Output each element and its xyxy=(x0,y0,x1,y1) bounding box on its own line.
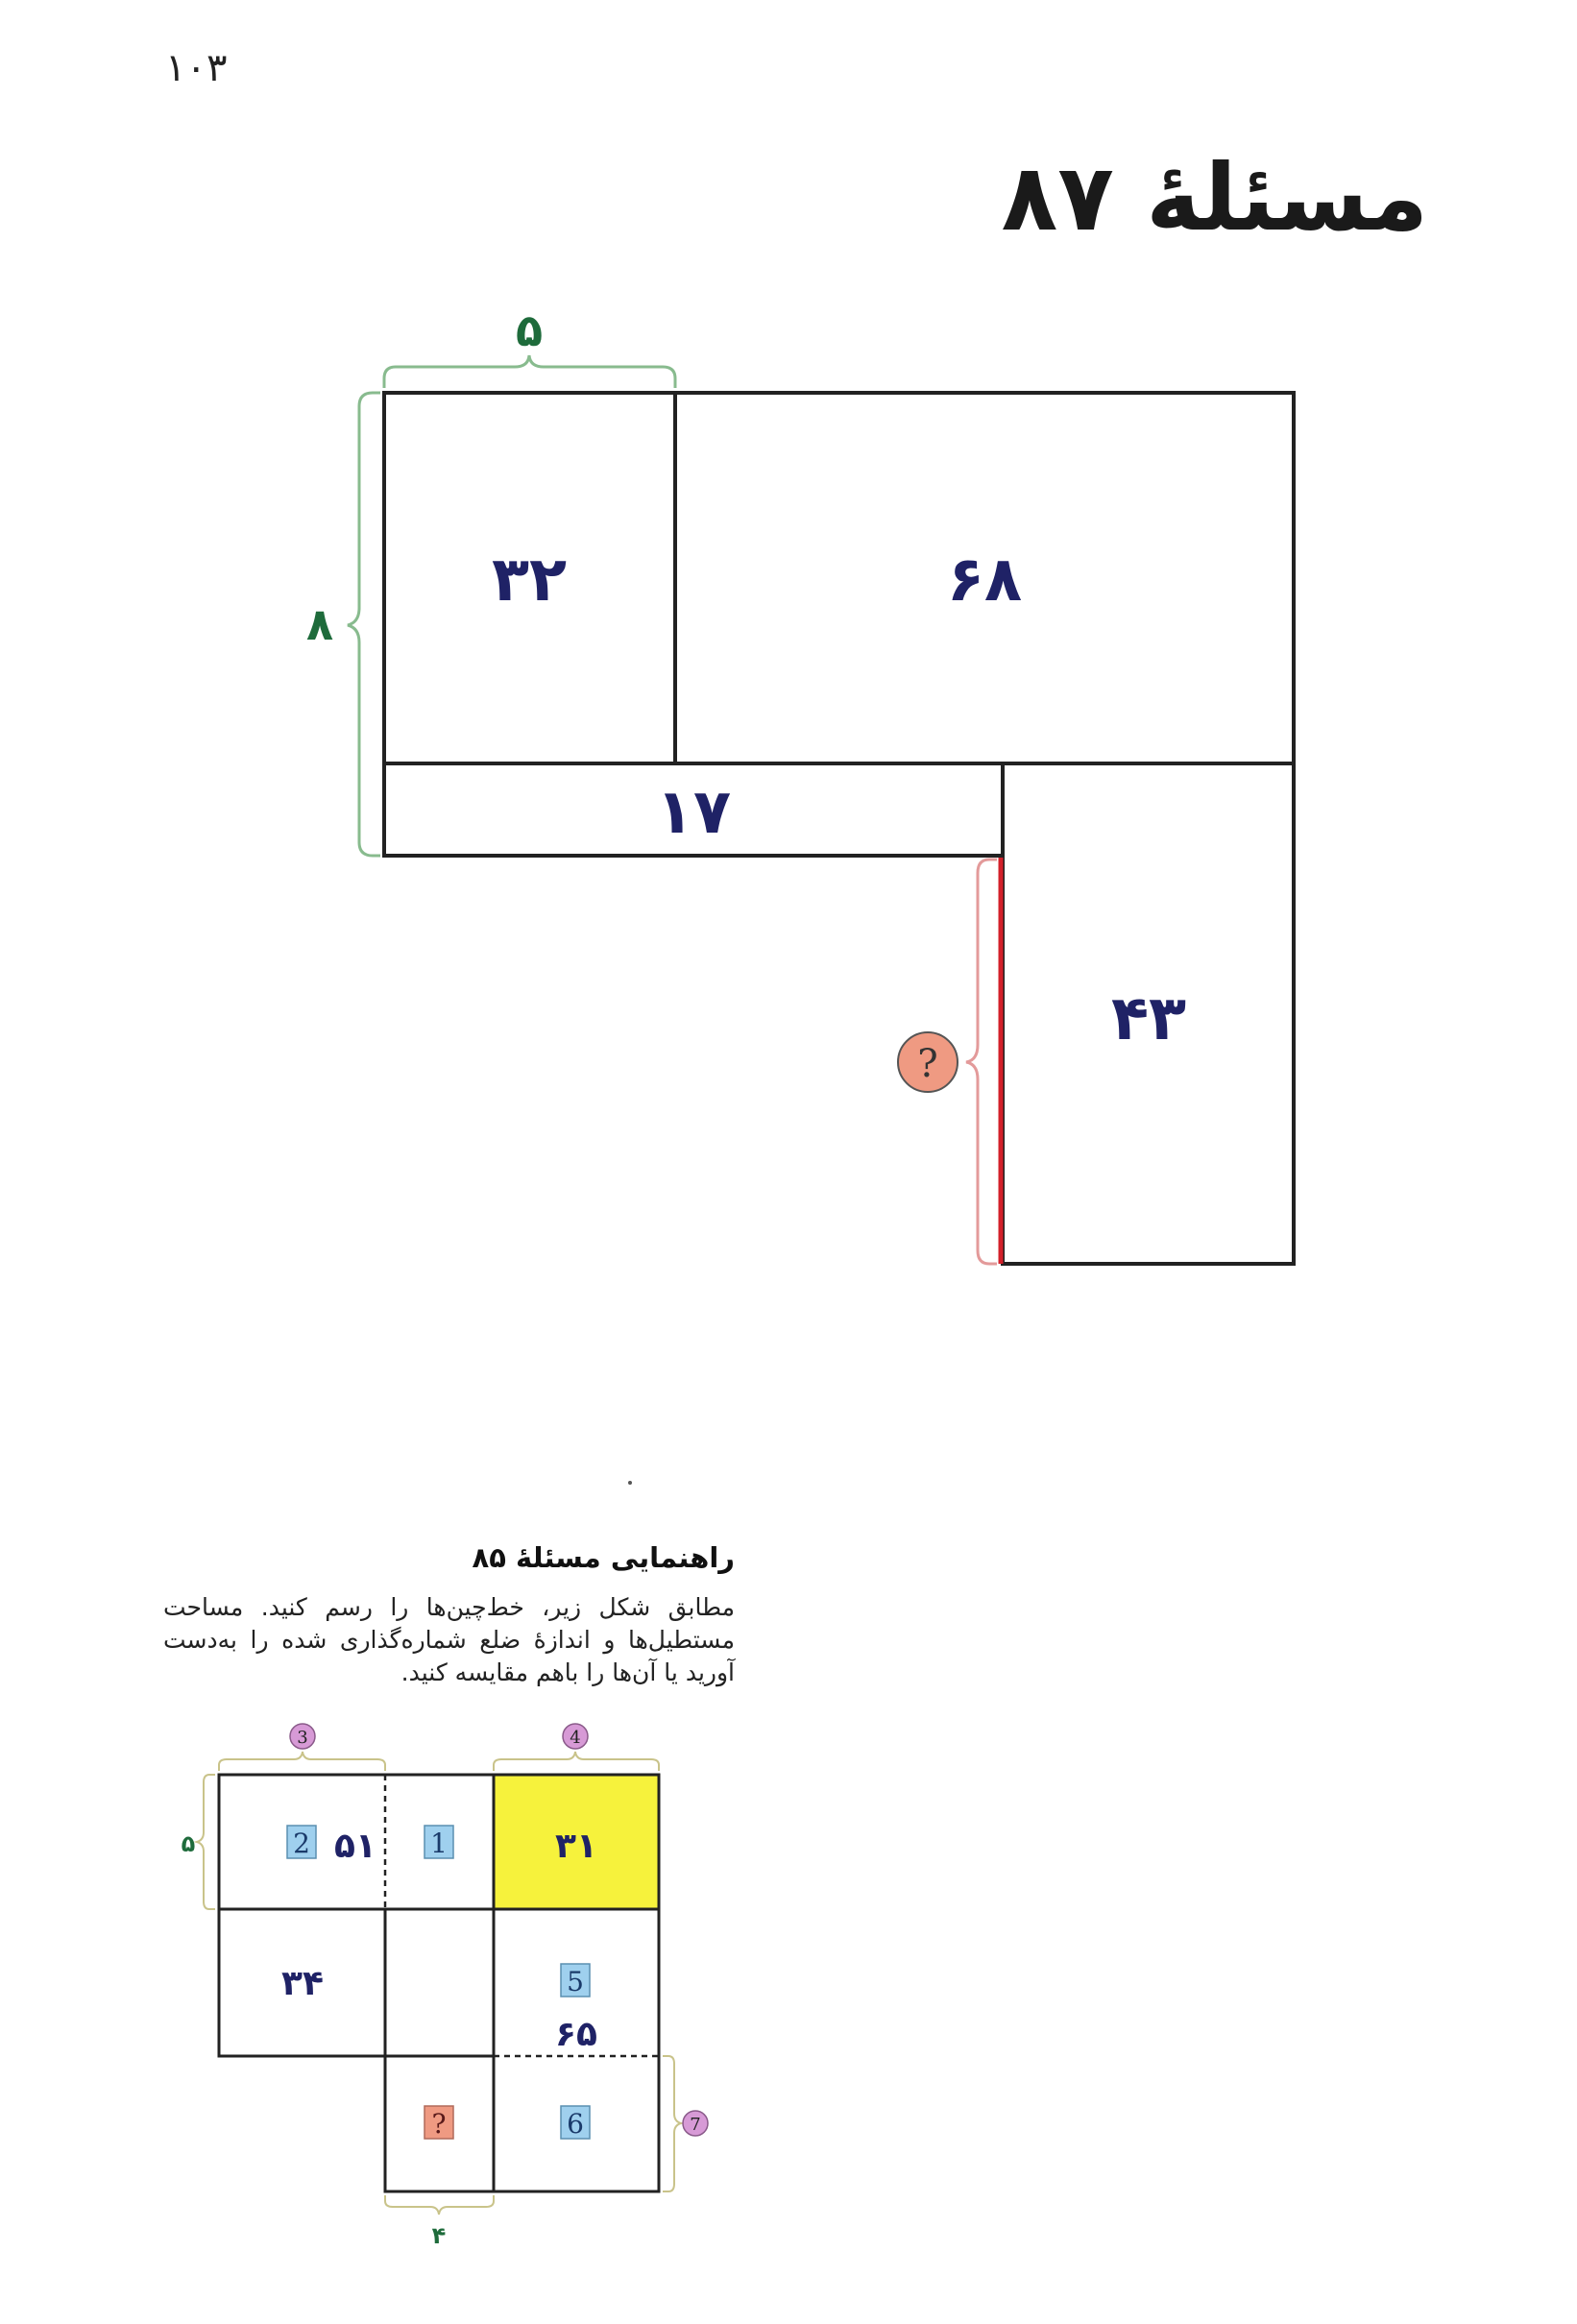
svg-text:2: 2 xyxy=(293,1828,310,1859)
svg-text:3: 3 xyxy=(297,1728,308,1748)
hint-box-unknown xyxy=(425,2106,453,2140)
red-brace xyxy=(966,859,997,1264)
stray-dot xyxy=(628,1481,632,1485)
hint-circle-4 xyxy=(563,1724,588,1749)
svg-text:5: 5 xyxy=(567,1966,584,1997)
problem-title: مسئلهٔ ۸۷ xyxy=(1001,144,1428,252)
hint-brace-bottom xyxy=(385,2195,494,2215)
area-top-left: ۳۲ xyxy=(491,545,568,616)
area-top-right: ۶۸ xyxy=(946,545,1023,616)
hint-side-bottom-label: ۴ xyxy=(431,2222,447,2249)
area-middle-strip: ۱۷ xyxy=(655,777,732,848)
hint-area-top-left: ۵۱ xyxy=(334,1827,376,1866)
hint-brace-4 xyxy=(494,1752,659,1771)
svg-text:1: 1 xyxy=(430,1828,448,1859)
svg-text:?: ? xyxy=(431,2108,447,2140)
left-brace xyxy=(348,393,380,856)
hint-brace-5 xyxy=(197,1775,215,1909)
hint-box-6 xyxy=(561,2106,590,2140)
hint-circle-3 xyxy=(290,1724,315,1749)
hint-section xyxy=(163,1541,735,1689)
hint-area-mid-left: ۳۴ xyxy=(281,1964,324,2003)
hint-side-left-label: ۵ xyxy=(181,1830,196,1857)
svg-text:4: 4 xyxy=(570,1728,581,1748)
hint-circle-7 xyxy=(683,2111,708,2136)
svg-text:7: 7 xyxy=(690,2115,701,2135)
hint-area-top-right: ۳۱ xyxy=(555,1827,597,1866)
unknown-marker xyxy=(898,1032,958,1092)
hint-box-2 xyxy=(287,1826,316,1859)
unknown-label: ? xyxy=(917,1042,938,1086)
svg-text:6: 6 xyxy=(567,2108,584,2140)
hint-box-5 xyxy=(561,1964,590,1997)
hint-body: مطابق شکل زیر، خط‌چین‌ها را رسم کنید. مساحت مستطیل‌ها و اندازهٔ ضلع شماره‌گذاری شده را به‌دست آورید یا آن‌ها را باهم مقایسه کنید. xyxy=(163,1593,735,1686)
page-number: ۱۰۳ xyxy=(165,46,228,90)
hint-box-1 xyxy=(425,1826,453,1859)
top-brace xyxy=(384,355,675,388)
hint-brace-3 xyxy=(219,1752,385,1771)
hint-brace-7 xyxy=(663,2056,681,2191)
hint-title: راهنمایی مسئلهٔ ۸۵ xyxy=(472,1541,735,1574)
hint-area-mid-right: ۶۵ xyxy=(555,2015,597,2054)
left-height-label: ۸ xyxy=(305,598,334,650)
hint-figure xyxy=(182,1724,708,2249)
top-width-label: ۵ xyxy=(515,304,544,356)
area-bottom-right: ۴۳ xyxy=(1110,983,1187,1054)
hint-big-top-left xyxy=(219,1775,494,2056)
main-rectangles xyxy=(384,393,1294,1264)
